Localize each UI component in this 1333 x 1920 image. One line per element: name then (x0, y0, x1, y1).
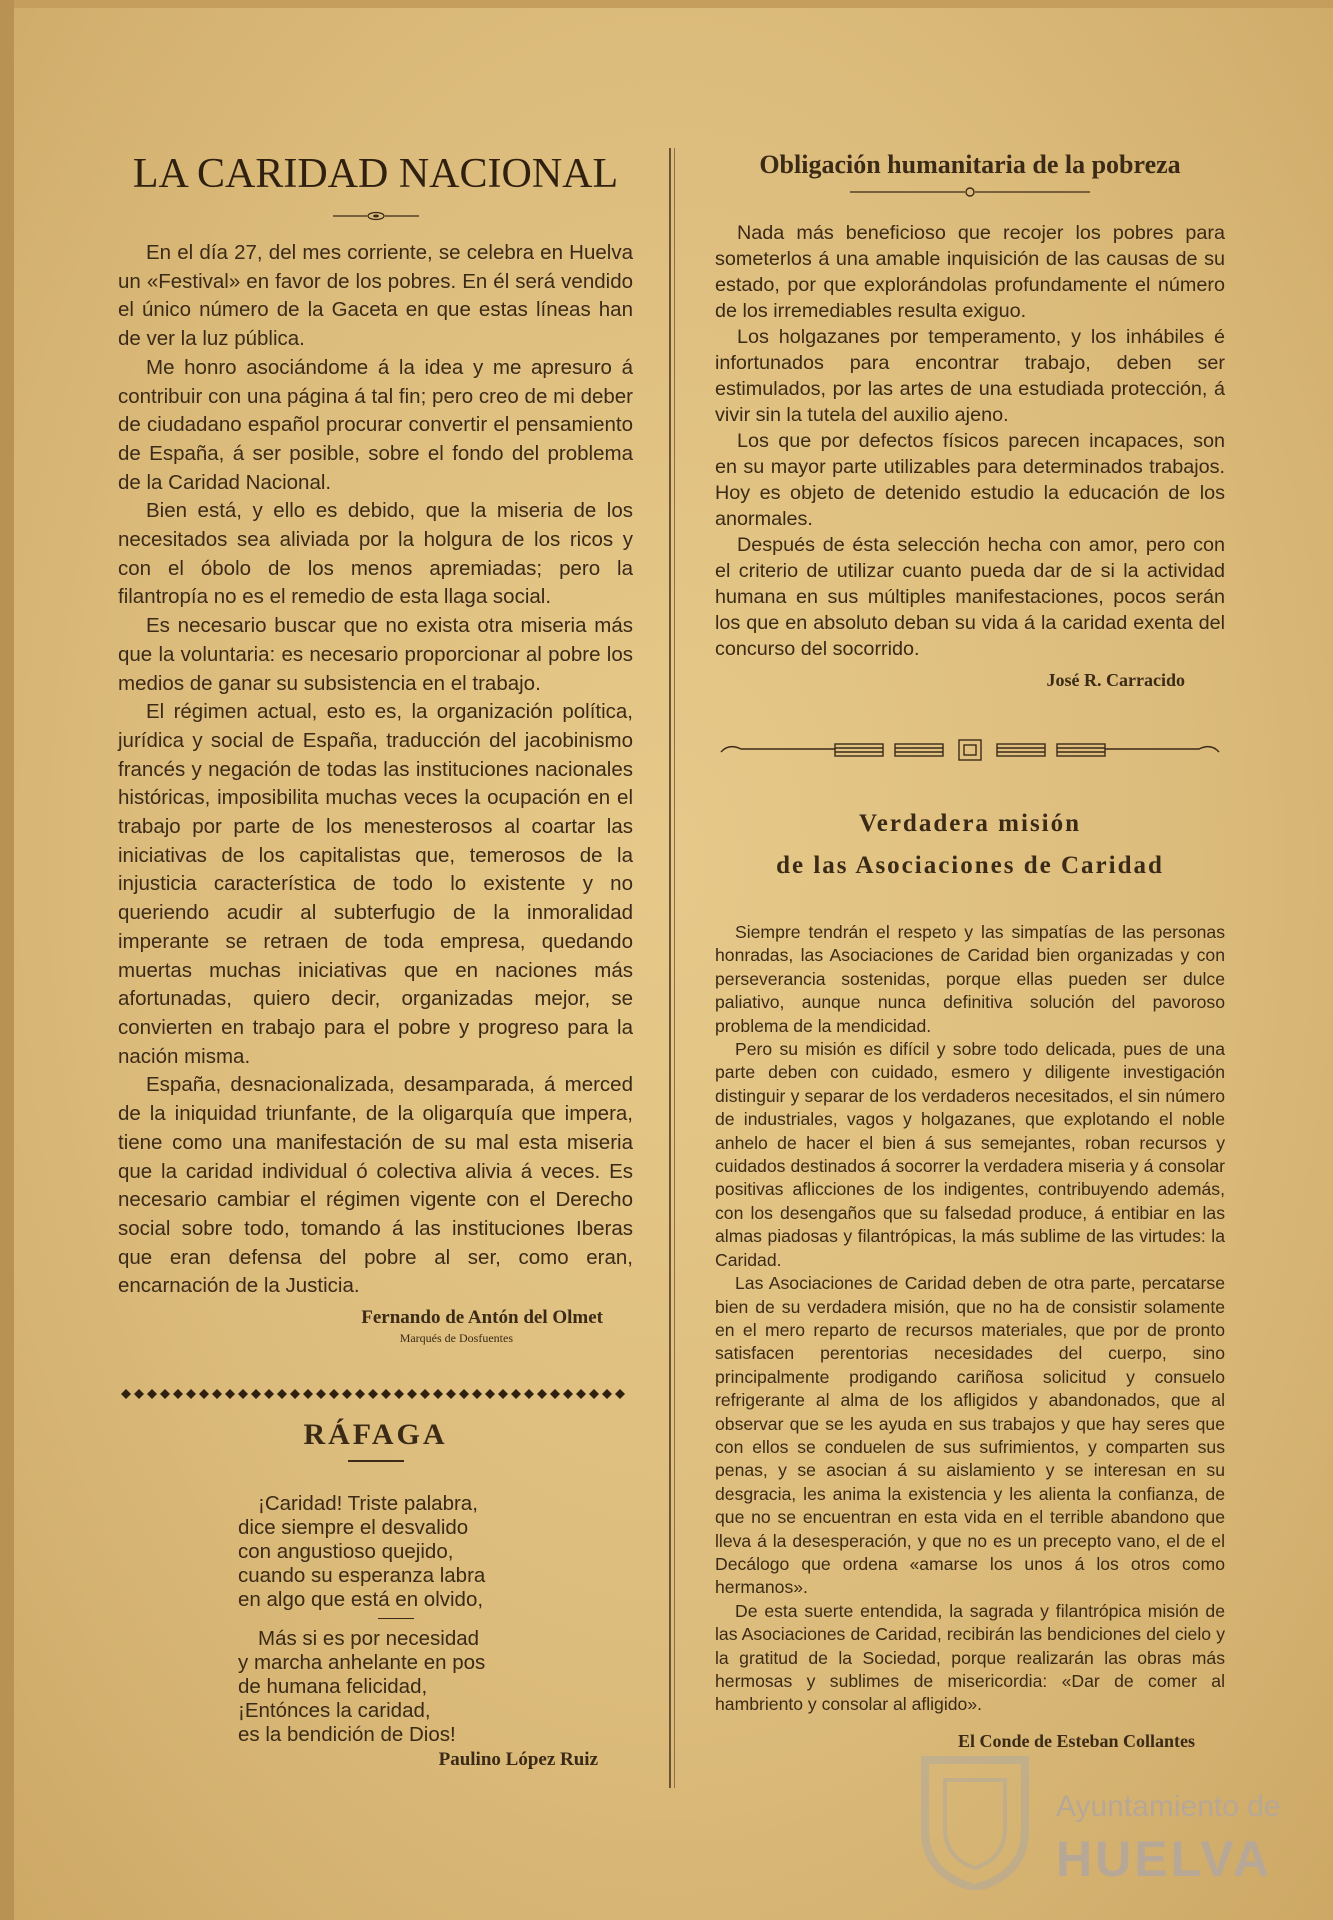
ornament-diamond (563, 1389, 573, 1399)
poem-title: RÁFAGA (303, 1418, 448, 1452)
paragraph: Los holgazanes por temperamento, y los inhábiles é infortunados para encontrar trabajo, deben ser estimulados, por las artes de una estudiada protección, á vivir sin la tutela del auxilio ajeno. (715, 326, 1225, 426)
stanza-separator (378, 1618, 414, 1619)
title-rule (348, 1460, 404, 1462)
article-title (715, 803, 1225, 887)
ornament-diamond (173, 1389, 183, 1399)
author-signature: Paulino López Ruiz (438, 1749, 598, 1771)
poem-line: y marcha anhelante en pos (238, 1651, 486, 1675)
ornament-diamond (303, 1389, 313, 1399)
ornament-diamond (147, 1389, 157, 1399)
ornament-diamond (134, 1389, 144, 1399)
poem-line: Más si es por necesidad (258, 1627, 480, 1651)
ornament-diamond (589, 1389, 599, 1399)
author-signature: Fernando de Antón del Olmet (361, 1307, 603, 1329)
poem-line: dice siempre el desvalido (238, 1516, 469, 1540)
poem-line: ¡Entónces la caridad, (238, 1699, 431, 1723)
author-signature: El Conde de Esteban Collantes (957, 1730, 1195, 1751)
ornament-diamond (368, 1389, 378, 1399)
column-divider-inner (674, 148, 675, 1788)
section-divider-ornament (715, 737, 1225, 763)
article-verdadera-mision (715, 803, 1225, 1752)
paragraph: Bien está, y ello es debido, que la miseria de los necesitados sea aliviada por la holgura de los ricos y con el óbolo de los menos apremiadas; pero la filantropía no es el remedio de esta llaga social. (118, 499, 633, 609)
title-ornament (715, 184, 1225, 200)
watermark-text: HUELVA (1056, 1831, 1273, 1887)
ornament-diamond (160, 1389, 170, 1399)
article-body (715, 921, 1225, 1717)
paragraph: Los que por defectos físicos parecen incapaces, son en su mayor parte utilizables para determinados trabajos. Hoy es objeto de detenido estudio la educación de los anormales. (715, 430, 1225, 530)
paragraph: Las Asociaciones de Caridad deben de otra parte, percatarse bien de su verdadera misión, que no ha de consistir solamente en el mero reparto de recursos materiales, que por de pronto satisfacen perentorias necesidades del cuerpo, sino principalmente prodigando cariñosa solicitud y consuelo refrigerante al alma de los afligidos y abandonados, que al observar que se les ayuda en sus trabajos y que hay seres que con ellos se conduelen de sus sufrimientos, y comparten sus penas, y se asocian á su aislamiento y se interesan en su desgracia, les anima la existencia y les alienta la confianza, de que no se encuentran en esta vida en el terrible abandono que lleva á la desesperación, y que no es un precepto vano, el de el Decálogo que ordena «amarse los unos á los otros como hermanos». (715, 1273, 1225, 1598)
ornament-diamond (186, 1389, 196, 1399)
paragraph: Después de ésta selección hecha con amor, pero con el criterio de utilizar cuanto pueda dar de si la actividad humana en sus múltiples manifestaciones, pocos serán los que en absoluto deban su vida á la caridad exenta del concurso del socorrido. (715, 534, 1225, 660)
ornament-diamond (615, 1389, 625, 1399)
poem-line: es la bendición de Dios! (238, 1723, 456, 1747)
ornament-diamond (316, 1389, 326, 1399)
poem-line: ¡Caridad! Triste palabra, (258, 1492, 478, 1516)
article-title-line: de las Asociaciones de Caridad (776, 852, 1164, 879)
ornament-diamond (225, 1389, 235, 1399)
poem-body (238, 1492, 633, 1747)
ornament-diamond (420, 1389, 430, 1399)
poem-rafaga (118, 1418, 633, 1771)
ornament-diamond (290, 1389, 300, 1399)
left-column (118, 150, 633, 1771)
ornament-diamond (264, 1389, 274, 1399)
ornament-diamond (238, 1389, 248, 1399)
ornament-diamond (459, 1389, 469, 1399)
ornament-diamond (199, 1389, 209, 1399)
ornament-diamond (212, 1389, 222, 1399)
ornament-diamond (277, 1389, 287, 1399)
ornament-diamond (407, 1389, 417, 1399)
ornament-diamond (355, 1389, 365, 1399)
author-title: Marqués de Dosfuentes (399, 1331, 513, 1346)
title-ornament (118, 206, 633, 225)
paragraph: Es necesario buscar que no exista otra miseria más que la voluntaria: es necesario proporcionar al pobre los medios de ganar su subsistencia en el trabajo. (118, 614, 633, 695)
watermark-text: Ayuntamiento de (1056, 1790, 1281, 1823)
ornament-diamond (576, 1389, 586, 1399)
ornament-diamond (537, 1389, 547, 1399)
poem-line: de humana felicidad, (238, 1675, 428, 1699)
ornament-diamond (485, 1389, 495, 1399)
ornament-diamond (342, 1389, 352, 1399)
poem-line: en algo que está en olvido, (238, 1588, 484, 1612)
article-title-line: Verdadera misión (858, 810, 1082, 837)
paragraph: En el día 27, del mes corriente, se celebra en Huelva un «Festival» en favor de los pobres. En él será vendido el único número de la Gaceta en que estas líneas han de ver la luz pública. (118, 241, 633, 351)
ornament-diamond (251, 1389, 261, 1399)
right-column (715, 150, 1225, 1752)
ornament-diamond (498, 1389, 508, 1399)
ornament-diamond (446, 1389, 456, 1399)
paragraph: Siempre tendrán el respeto y las simpatías de las personas honradas, las Asociaciones de Caridad bien organizadas y con perseverancia sostenidas, porque ellas pueden ser dulce paliativo, aunque nunca definitiva solución del pavoroso problema de la mendicidad. (715, 922, 1225, 1036)
paragraph: España, desnacionalizada, desamparada, á merced de la iniquidad triunfante, de la oligarquía que impera, tiene como una manifestación de su mal esta miseria que la caridad individual ó colectiva alivia á veces. Es necesario cambiar el régimen vigente con el Derecho social sobre todo, tomando á las instituciones Iberas que eran defensa del pobre al ser, como eran, encarnación de la Justicia. (118, 1073, 633, 1298)
dotted-border-ornament (118, 1386, 633, 1400)
ornament-diamond (602, 1389, 612, 1399)
poem-line: con angustioso quejido, (238, 1540, 454, 1564)
column-divider (669, 148, 671, 1788)
ornament-diamond (511, 1389, 521, 1399)
article-title: LA CARIDAD NACIONAL (132, 151, 619, 197)
paragraph: De esta suerte entendida, la sagrada y filantrópica misión de las Asociaciones de Caridad, recibirán las bendiciones del cielo y la gratitud de la Sociedad, porque realizarán las obras más hermosas y sublimes de misericordia: «Dar de comer al hambriento y consolar al afligido». (715, 1600, 1225, 1715)
ornament-diamond (433, 1389, 443, 1399)
ornament-diamond (329, 1389, 339, 1399)
paper-edge-left (0, 0, 14, 1920)
ornament-diamond (394, 1389, 404, 1399)
paragraph: Pero su misión es difícil y sobre todo delicada, pues de una parte deben con cuidado, esmero y diligente investigación distinguir y separar de los verdaderos necesitados, el sin número de industriales, vagos y holgazanes, que explotando el noble anhelo de hacer el bien á sus semejantes, roban recursos y cuidados destinados á socorrer la verdadera miseria y á consolar positivas aflicciones de los indigentes, contribuyendo además, con los desengaños que su falsedad produce, á entibiar en las almas piadosas y filantrópicas, la más sublime de las virtudes: la Caridad. (715, 1039, 1225, 1270)
ornament-diamond (550, 1389, 560, 1399)
article-caridad-nacional (118, 150, 633, 1346)
paper-edge-top (0, 0, 1333, 8)
paragraph: Me honro asociándome á la idea y me apresuro á contribuir con una página á tal fin; pero creo de mi deber de ciudadano español procurar convertir el pensamiento de España, á ser posible, sobre el fondo del problema de la Caridad Nacional. (118, 355, 633, 494)
paragraph: Nada más beneficioso que recojer los pobres para someterlos á una amable inquisición de las causas de su estado, por que explorándolas profundamente el número de los irremediables resulta exiguo. (715, 222, 1225, 322)
author-signature: José R. Carracido (1046, 670, 1185, 690)
ornament-diamond (381, 1389, 391, 1399)
ornament-diamond (121, 1389, 131, 1399)
ornament-diamond (472, 1389, 482, 1399)
article-title: Obligación humanitaria de la pobreza (759, 150, 1181, 179)
article-obligacion (715, 150, 1225, 691)
paragraph: El régimen actual, esto es, la organización política, jurídica y social de España, traducción del jacobinismo francés y negación de todas las instituciones nacionales históricas, imposibilita muchas veces la ocupación en el trabajo por parte de los menesterosos al coartar las iniciativas de los capitalistas que, temerosos de la injusticia característica de todo lo existente y no queriendo acudir al subterfugio de la inmoralidad imperante se retraen de toda empresa, quedando muertas muchas iniciativas que en naciones más afortunadas, quiero decir, organizadas mejor, se convierten en trabajo para el pobre y progreso para la nación misma. (118, 700, 633, 1068)
poem-line: cuando su esperanza labra (238, 1564, 486, 1588)
ornament-diamond (524, 1389, 534, 1399)
